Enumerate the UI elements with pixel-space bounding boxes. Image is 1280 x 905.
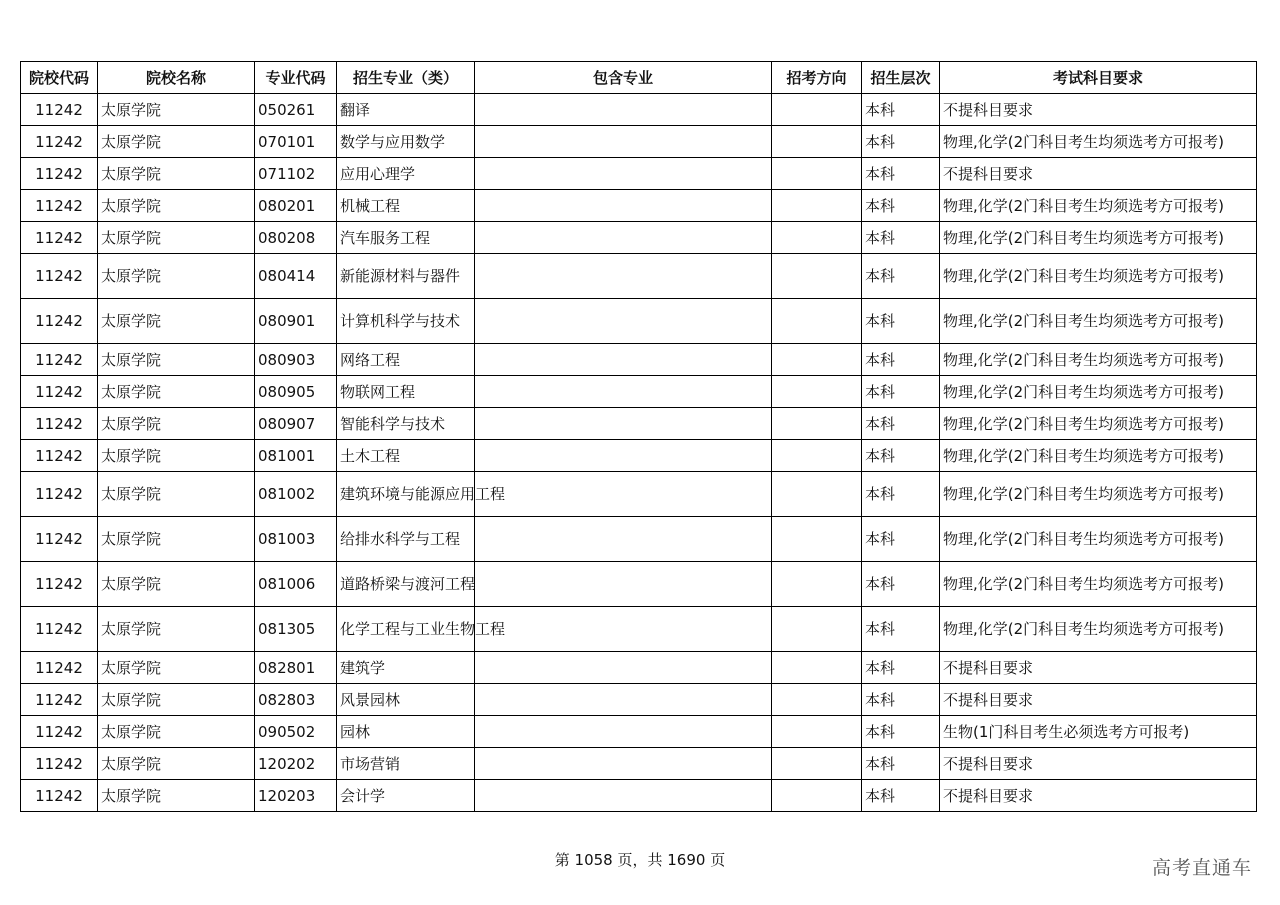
direction-cell <box>772 440 862 472</box>
major-code-cell: 081002 <box>255 472 337 517</box>
school-code-cell: 11242 <box>21 780 98 812</box>
major-cell: 土木工程 <box>337 440 475 472</box>
school-code-cell: 11242 <box>21 94 98 126</box>
table-row <box>21 780 1257 812</box>
table-row <box>21 376 1257 408</box>
school-code-cell: 11242 <box>21 408 98 440</box>
requirement-cell: 物理,化学(2门科目考生均须选考方可报考) <box>940 344 1257 376</box>
school-code-cell: 11242 <box>21 190 98 222</box>
column-header: 招生专业（类） <box>337 62 475 94</box>
included-majors-cell <box>475 344 772 376</box>
column-header: 院校名称 <box>98 62 255 94</box>
major-code-cell: 120202 <box>255 748 337 780</box>
included-majors-cell <box>475 94 772 126</box>
included-majors-cell <box>475 780 772 812</box>
column-header: 包含专业 <box>475 62 772 94</box>
level-cell: 本科 <box>862 344 940 376</box>
major-cell: 应用心理学 <box>337 158 475 190</box>
major-code-cell: 080901 <box>255 299 337 344</box>
table-header-row <box>21 62 1257 94</box>
school-code-cell: 11242 <box>21 222 98 254</box>
requirement-cell: 不提科目要求 <box>940 780 1257 812</box>
included-majors-cell <box>475 607 772 652</box>
requirement-cell: 物理,化学(2门科目考生均须选考方可报考) <box>940 408 1257 440</box>
major-code-cell: 080414 <box>255 254 337 299</box>
direction-cell <box>772 684 862 716</box>
direction-cell <box>772 376 862 408</box>
direction-cell <box>772 607 862 652</box>
school-name-cell: 太原学院 <box>98 607 255 652</box>
direction-cell <box>772 748 862 780</box>
direction-cell <box>772 190 862 222</box>
table-row <box>21 684 1257 716</box>
school-name-cell: 太原学院 <box>98 94 255 126</box>
table-row <box>21 158 1257 190</box>
level-cell: 本科 <box>862 254 940 299</box>
major-cell: 园林 <box>337 716 475 748</box>
requirement-cell: 不提科目要求 <box>940 94 1257 126</box>
school-name-cell: 太原学院 <box>98 472 255 517</box>
direction-cell <box>772 562 862 607</box>
included-majors-cell <box>475 748 772 780</box>
column-header: 考试科目要求 <box>940 62 1257 94</box>
level-cell: 本科 <box>862 748 940 780</box>
direction-cell <box>772 780 862 812</box>
table-row <box>21 652 1257 684</box>
major-code-cell: 081001 <box>255 440 337 472</box>
school-code-cell: 11242 <box>21 652 98 684</box>
requirement-cell: 物理,化学(2门科目考生均须选考方可报考) <box>940 299 1257 344</box>
level-cell: 本科 <box>862 780 940 812</box>
level-cell: 本科 <box>862 94 940 126</box>
table-row <box>21 517 1257 562</box>
major-cell: 物联网工程 <box>337 376 475 408</box>
direction-cell <box>772 126 862 158</box>
major-cell: 化学工程与工业生物工程 <box>337 607 475 652</box>
level-cell: 本科 <box>862 126 940 158</box>
major-cell: 汽车服务工程 <box>337 222 475 254</box>
included-majors-cell <box>475 299 772 344</box>
school-code-cell: 11242 <box>21 344 98 376</box>
school-name-cell: 太原学院 <box>98 562 255 607</box>
level-cell: 本科 <box>862 222 940 254</box>
table-row <box>21 190 1257 222</box>
major-code-cell: 081305 <box>255 607 337 652</box>
major-cell: 数学与应用数学 <box>337 126 475 158</box>
major-cell: 计算机科学与技术 <box>337 299 475 344</box>
school-name-cell: 太原学院 <box>98 748 255 780</box>
major-code-cell: 080201 <box>255 190 337 222</box>
requirement-cell: 物理,化学(2门科目考生均须选考方可报考) <box>940 607 1257 652</box>
table-row <box>21 716 1257 748</box>
major-cell: 市场营销 <box>337 748 475 780</box>
major-cell: 建筑环境与能源应用工程 <box>337 472 475 517</box>
major-cell: 会计学 <box>337 780 475 812</box>
table-row <box>21 440 1257 472</box>
school-name-cell: 太原学院 <box>98 376 255 408</box>
major-cell: 风景园林 <box>337 684 475 716</box>
level-cell: 本科 <box>862 158 940 190</box>
table-row <box>21 562 1257 607</box>
level-cell: 本科 <box>862 376 940 408</box>
direction-cell <box>772 344 862 376</box>
requirement-cell: 不提科目要求 <box>940 158 1257 190</box>
major-cell: 道路桥梁与渡河工程 <box>337 562 475 607</box>
school-name-cell: 太原学院 <box>98 440 255 472</box>
school-code-cell: 11242 <box>21 254 98 299</box>
column-header: 招生层次 <box>862 62 940 94</box>
major-cell: 新能源材料与器件 <box>337 254 475 299</box>
requirement-cell: 物理,化学(2门科目考生均须选考方可报考) <box>940 472 1257 517</box>
admissions-table <box>20 61 1257 812</box>
direction-cell <box>772 716 862 748</box>
major-code-cell: 080907 <box>255 408 337 440</box>
column-header: 招考方向 <box>772 62 862 94</box>
direction-cell <box>772 222 862 254</box>
school-code-cell: 11242 <box>21 126 98 158</box>
level-cell: 本科 <box>862 684 940 716</box>
requirement-cell: 物理,化学(2门科目考生均须选考方可报考) <box>940 190 1257 222</box>
school-code-cell: 11242 <box>21 440 98 472</box>
included-majors-cell <box>475 652 772 684</box>
requirement-cell: 物理,化学(2门科目考生均须选考方可报考) <box>940 254 1257 299</box>
school-name-cell: 太原学院 <box>98 408 255 440</box>
page-number: 第 1058 页，共 1690 页 <box>554 851 726 869</box>
major-cell: 翻译 <box>337 94 475 126</box>
major-code-cell: 082801 <box>255 652 337 684</box>
major-code-cell: 082803 <box>255 684 337 716</box>
table-row <box>21 299 1257 344</box>
school-code-cell: 11242 <box>21 158 98 190</box>
table-row <box>21 126 1257 158</box>
school-name-cell: 太原学院 <box>98 190 255 222</box>
major-cell: 机械工程 <box>337 190 475 222</box>
requirement-cell: 不提科目要求 <box>940 652 1257 684</box>
included-majors-cell <box>475 472 772 517</box>
major-code-cell: 080905 <box>255 376 337 408</box>
level-cell: 本科 <box>862 517 940 562</box>
major-cell: 智能科学与技术 <box>337 408 475 440</box>
major-cell: 建筑学 <box>337 652 475 684</box>
included-majors-cell <box>475 408 772 440</box>
major-code-cell: 080208 <box>255 222 337 254</box>
direction-cell <box>772 517 862 562</box>
school-code-cell: 11242 <box>21 472 98 517</box>
direction-cell <box>772 652 862 684</box>
level-cell: 本科 <box>862 652 940 684</box>
included-majors-cell <box>475 376 772 408</box>
major-code-cell: 071102 <box>255 158 337 190</box>
included-majors-cell <box>475 190 772 222</box>
table-row <box>21 254 1257 299</box>
school-name-cell: 太原学院 <box>98 254 255 299</box>
requirement-cell: 物理,化学(2门科目考生均须选考方可报考) <box>940 222 1257 254</box>
level-cell: 本科 <box>862 440 940 472</box>
school-name-cell: 太原学院 <box>98 344 255 376</box>
included-majors-cell <box>475 158 772 190</box>
school-name-cell: 太原学院 <box>98 517 255 562</box>
major-code-cell: 090502 <box>255 716 337 748</box>
table-row <box>21 344 1257 376</box>
requirement-cell: 物理,化学(2门科目考生均须选考方可报考) <box>940 517 1257 562</box>
column-header: 专业代码 <box>255 62 337 94</box>
included-majors-cell <box>475 517 772 562</box>
major-cell: 给排水科学与工程 <box>337 517 475 562</box>
requirement-cell: 生物(1门科目考生必须选考方可报考) <box>940 716 1257 748</box>
included-majors-cell <box>475 126 772 158</box>
direction-cell <box>772 158 862 190</box>
major-code-cell: 081003 <box>255 517 337 562</box>
school-code-cell: 11242 <box>21 376 98 408</box>
requirement-cell: 物理,化学(2门科目考生均须选考方可报考) <box>940 562 1257 607</box>
direction-cell <box>772 94 862 126</box>
major-code-cell: 120203 <box>255 780 337 812</box>
school-code-cell: 11242 <box>21 607 98 652</box>
table-row <box>21 222 1257 254</box>
school-name-cell: 太原学院 <box>98 716 255 748</box>
level-cell: 本科 <box>862 190 940 222</box>
school-code-cell: 11242 <box>21 684 98 716</box>
level-cell: 本科 <box>862 299 940 344</box>
level-cell: 本科 <box>862 562 940 607</box>
level-cell: 本科 <box>862 607 940 652</box>
major-code-cell: 081006 <box>255 562 337 607</box>
school-code-cell: 11242 <box>21 748 98 780</box>
direction-cell <box>772 472 862 517</box>
table-row <box>21 94 1257 126</box>
included-majors-cell <box>475 716 772 748</box>
table-row <box>21 408 1257 440</box>
requirement-cell: 物理,化学(2门科目考生均须选考方可报考) <box>940 376 1257 408</box>
included-majors-cell <box>475 440 772 472</box>
included-majors-cell <box>475 222 772 254</box>
level-cell: 本科 <box>862 716 940 748</box>
watermark: 高考直通车 <box>1151 857 1252 879</box>
direction-cell <box>772 408 862 440</box>
table-row <box>21 607 1257 652</box>
column-header: 院校代码 <box>21 62 98 94</box>
school-name-cell: 太原学院 <box>98 684 255 716</box>
table-row <box>21 472 1257 517</box>
table-row <box>21 748 1257 780</box>
major-cell: 网络工程 <box>337 344 475 376</box>
major-code-cell: 070101 <box>255 126 337 158</box>
school-name-cell: 太原学院 <box>98 780 255 812</box>
included-majors-cell <box>475 254 772 299</box>
school-name-cell: 太原学院 <box>98 299 255 344</box>
direction-cell <box>772 299 862 344</box>
school-code-cell: 11242 <box>21 562 98 607</box>
school-name-cell: 太原学院 <box>98 652 255 684</box>
included-majors-cell <box>475 562 772 607</box>
level-cell: 本科 <box>862 408 940 440</box>
direction-cell <box>772 254 862 299</box>
major-code-cell: 050261 <box>255 94 337 126</box>
school-code-cell: 11242 <box>21 517 98 562</box>
school-code-cell: 11242 <box>21 299 98 344</box>
school-code-cell: 11242 <box>21 716 98 748</box>
requirement-cell: 物理,化学(2门科目考生均须选考方可报考) <box>940 126 1257 158</box>
major-code-cell: 080903 <box>255 344 337 376</box>
requirement-cell: 不提科目要求 <box>940 684 1257 716</box>
school-name-cell: 太原学院 <box>98 158 255 190</box>
school-name-cell: 太原学院 <box>98 126 255 158</box>
requirement-cell: 物理,化学(2门科目考生均须选考方可报考) <box>940 440 1257 472</box>
requirement-cell: 不提科目要求 <box>940 748 1257 780</box>
school-name-cell: 太原学院 <box>98 222 255 254</box>
included-majors-cell <box>475 684 772 716</box>
level-cell: 本科 <box>862 472 940 517</box>
